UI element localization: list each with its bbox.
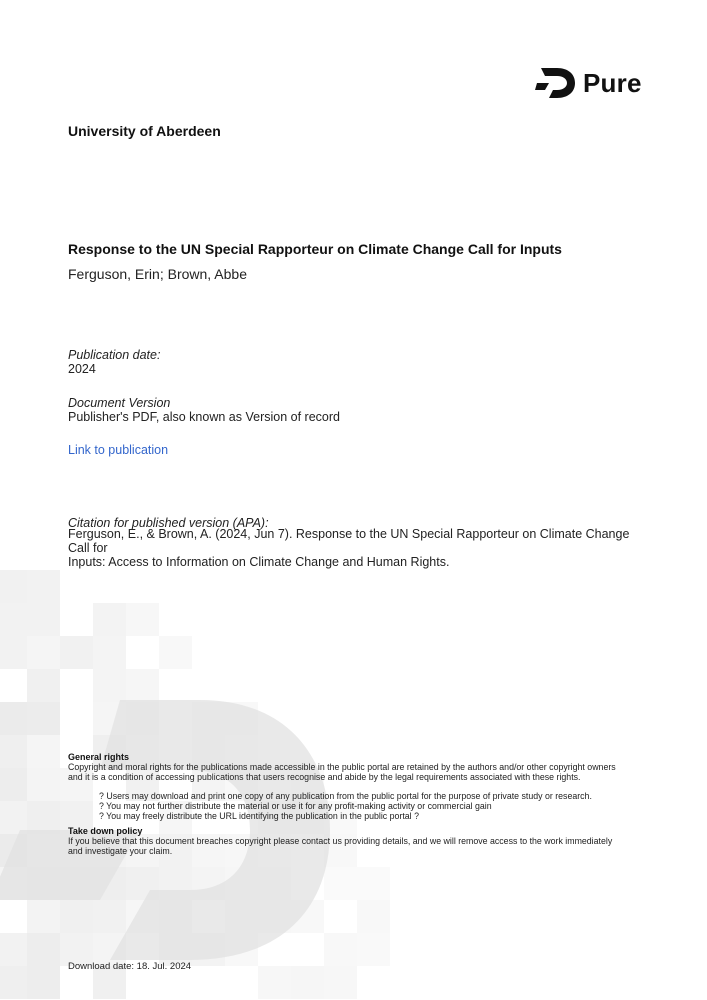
pure-logo-icon <box>535 66 577 100</box>
mosaic-tile <box>357 867 390 900</box>
mosaic-tile <box>27 933 60 966</box>
mosaic-tile <box>27 570 60 603</box>
mosaic-tile <box>60 636 93 669</box>
mosaic-tile <box>126 669 159 702</box>
take-down-heading: Take down policy <box>68 826 143 836</box>
general-rights-section <box>68 752 668 856</box>
publication-authors: Ferguson, Erin; Brown, Abbe <box>68 266 247 282</box>
mosaic-tile <box>27 669 60 702</box>
mosaic-tile <box>27 966 60 999</box>
mosaic-tile <box>0 735 27 768</box>
mosaic-tile <box>357 933 390 966</box>
mosaic-tile <box>0 966 27 999</box>
take-down-line-2: and investigate your claim. <box>68 846 173 856</box>
publication-title: Response to the UN Special Rapporteur on Climate Change Call for Inputs <box>68 241 562 257</box>
document-version-block <box>68 396 340 424</box>
mosaic-tile <box>0 603 27 636</box>
general-rights-line-1: Copyright and moral rights for the publications made accessible in the public portal are retained by the authors and/or other copyright owners <box>68 762 616 772</box>
rights-bullet: ? Users may download and print one copy of any publication from the public portal for the purpose of private study or research. <box>99 791 592 801</box>
mosaic-tile <box>159 636 192 669</box>
mosaic-tile <box>0 636 27 669</box>
general-rights-heading: General rights <box>68 752 130 762</box>
rights-bullet: ? You may not further distribute the material or use it for any profit-making activity or commercial gain <box>99 801 492 811</box>
mosaic-tile <box>0 570 27 603</box>
mosaic-tile <box>324 966 357 999</box>
document-version-value: Publisher's PDF, also known as Version of record <box>68 410 340 424</box>
mosaic-tile <box>27 636 60 669</box>
mosaic-tile <box>357 900 390 933</box>
citation-line-2: Inputs: Access to Information on Climate Change and Human Rights. <box>68 555 450 569</box>
mosaic-tile <box>27 900 60 933</box>
mosaic-tile <box>93 669 126 702</box>
publication-date-label: Publication date: <box>68 348 161 362</box>
mosaic-tile <box>0 933 27 966</box>
mosaic-tile <box>27 702 60 735</box>
citation-line-1: Ferguson, E., & Brown, A. (2024, Jun 7). Response to the UN Special Rapporteur on Climate Change Call for <box>68 527 630 555</box>
publication-date-block <box>68 348 160 376</box>
general-rights-line-2: and it is a condition of accessing publications that users recognise and abide by the legal requirements associated with these rights. <box>68 772 581 782</box>
mosaic-tile <box>93 603 126 636</box>
mosaic-tile <box>93 900 126 933</box>
pure-logo <box>535 66 642 100</box>
mosaic-tile <box>27 603 60 636</box>
citation-text <box>68 527 648 569</box>
citation-label-text: Citation for published version (APA): <box>68 516 269 530</box>
institution-name: University of Aberdeen <box>68 123 221 139</box>
general-rights-bullets <box>99 791 668 821</box>
mosaic-tile <box>27 735 60 768</box>
mosaic-tile <box>0 768 27 801</box>
rights-bullet: ? You may freely distribute the URL identifying the publication in the public portal ? <box>99 811 419 821</box>
mosaic-tile <box>60 900 93 933</box>
take-down-line-1: If you believe that this document breaches copyright please contact us providing details, and we will remove access to the work immediately <box>68 836 613 846</box>
mosaic-tile <box>27 801 60 834</box>
mosaic-tile <box>324 933 357 966</box>
mosaic-tile <box>324 867 357 900</box>
document-version-label: Document Version <box>68 396 171 410</box>
mosaic-tile <box>126 603 159 636</box>
link-to-publication[interactable]: Link to publication <box>68 443 169 457</box>
mosaic-tile <box>27 768 60 801</box>
mosaic-tile <box>258 966 291 999</box>
mosaic-tile <box>291 966 324 999</box>
mosaic-tile <box>0 801 27 834</box>
mosaic-tile <box>0 702 27 735</box>
pure-logo-text: Pure <box>583 67 642 98</box>
mosaic-tile <box>93 636 126 669</box>
publication-date-value: 2024 <box>68 362 96 376</box>
download-date: Download date: 18. Jul. 2024 <box>68 961 192 972</box>
